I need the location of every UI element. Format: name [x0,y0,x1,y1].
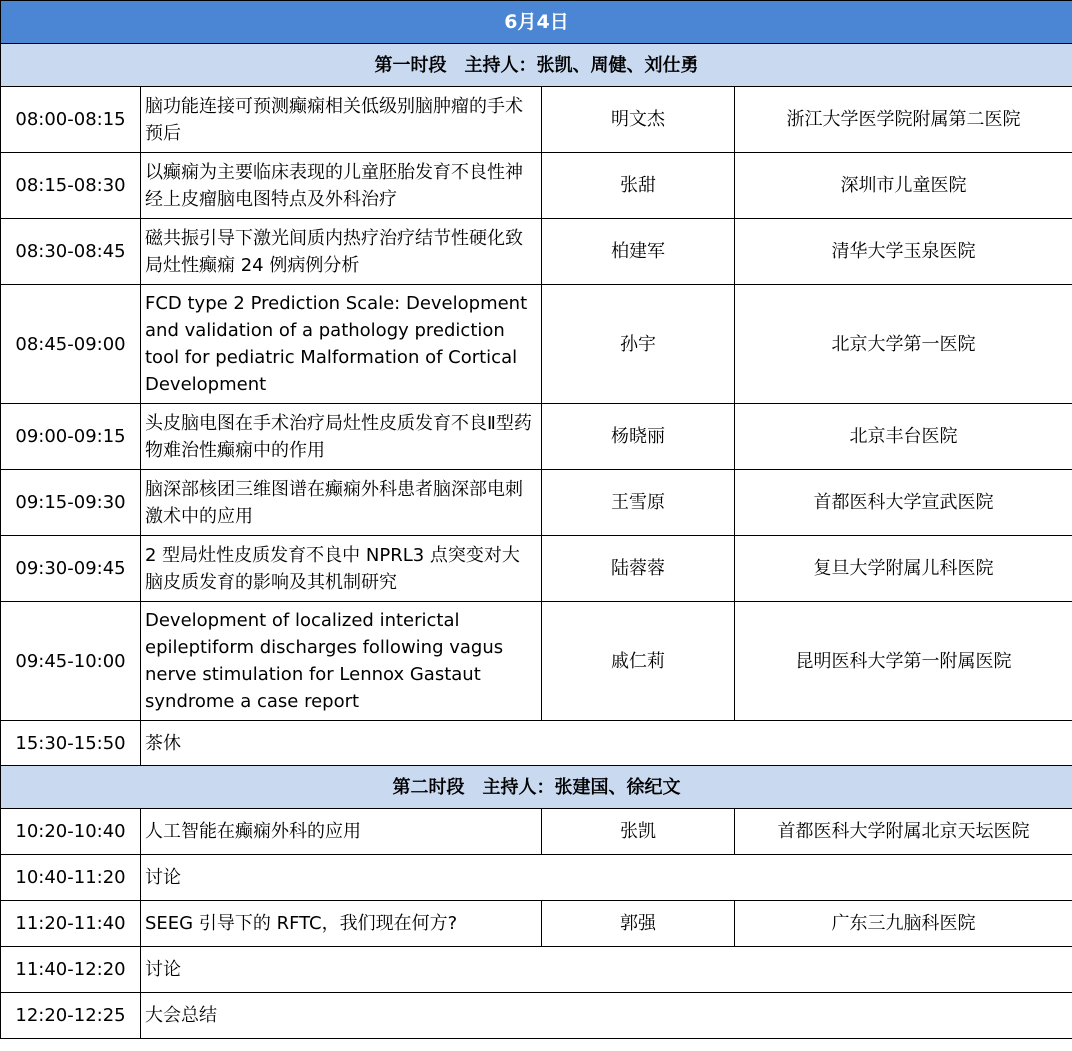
speaker-name: 柏建军 [542,219,735,285]
topic: 磁共振引导下激光间质内热疗治疗结节性硬化致局灶性癫痫 24 例病例分析 [141,219,542,285]
topic: 以癫痫为主要临床表现的儿童胚胎发育不良性神经上皮瘤脑电图特点及外科治疗 [141,153,542,219]
time-slot: 11:40-12:20 [1,947,141,993]
topic: 讨论 [141,947,1072,993]
topic: Development of localized interictal epileptiform discharges following vagus nerve stimulation for Lennox Gastaut syndrome a case report [141,602,542,721]
topic: 人工智能在癫痫外科的应用 [141,809,542,855]
time-slot: 10:40-11:20 [1,855,141,901]
date-title: 6月4日 [1,1,1072,44]
topic: 脑深部核团三维图谱在癫痫外科患者脑深部电刺激术中的应用 [141,470,542,536]
time-slot: 09:00-09:15 [1,404,141,470]
schedule-row [1,721,1072,766]
schedule-row [1,855,1072,901]
topic: SEEG 引导下的 RFTC，我们现在何方? [141,901,542,947]
schedule-row [1,470,1072,536]
topic: 讨论 [141,855,1072,901]
speaker-name: 王雪原 [542,470,735,536]
hospital-name: 复旦大学附属儿科医院 [735,536,1072,602]
topic: 茶休 [141,721,1072,766]
topic: 2 型局灶性皮质发育不良中 NPRL3 点突变对大脑皮质发育的影响及其机制研究 [141,536,542,602]
session-title: 第一时段 主持人：张凯、周健、刘仕勇 [1,44,1072,87]
session-header-row [1,766,1072,809]
hospital-name: 北京大学第一医院 [735,285,1072,404]
time-slot: 10:20-10:40 [1,809,141,855]
hospital-name: 浙江大学医学院附属第二医院 [735,87,1072,153]
hospital-name: 北京丰台医院 [735,404,1072,470]
schedule-body [1,1,1072,1039]
topic: FCD type 2 Prediction Scale: Development and validation of a pathology prediction tool for pediatric Malformation of Cortical Development [141,285,542,404]
time-slot: 09:15-09:30 [1,470,141,536]
time-slot: 11:20-11:40 [1,901,141,947]
hospital-name: 广东三九脑科医院 [735,901,1072,947]
schedule-row [1,404,1072,470]
schedule-row [1,993,1072,1039]
topic: 大会总结 [141,993,1072,1039]
session-header-row [1,44,1072,87]
speaker-name: 陆蓉蓉 [542,536,735,602]
speaker-name: 明文杰 [542,87,735,153]
topic: 脑功能连接可预测癫痫相关低级别脑肿瘤的手术预后 [141,87,542,153]
hospital-name: 昆明医科大学第一附属医院 [735,602,1072,721]
schedule-row [1,87,1072,153]
time-slot: 08:00-08:15 [1,87,141,153]
schedule-row [1,901,1072,947]
speaker-name: 郭强 [542,901,735,947]
schedule-row [1,153,1072,219]
schedule-row [1,602,1072,721]
time-slot: 08:15-08:30 [1,153,141,219]
speaker-name: 戚仁莉 [542,602,735,721]
hospital-name: 深圳市儿童医院 [735,153,1072,219]
schedule-row [1,219,1072,285]
hospital-name: 清华大学玉泉医院 [735,219,1072,285]
time-slot: 15:30-15:50 [1,721,141,766]
hospital-name: 首都医科大学宣武医院 [735,470,1072,536]
schedule-row [1,536,1072,602]
date-header-row [1,1,1072,44]
speaker-name: 张甜 [542,153,735,219]
hospital-name: 首都医科大学附属北京天坛医院 [735,809,1072,855]
time-slot: 08:30-08:45 [1,219,141,285]
time-slot: 09:45-10:00 [1,602,141,721]
speaker-name: 杨晓丽 [542,404,735,470]
schedule-row [1,285,1072,404]
topic: 头皮脑电图在手术治疗局灶性皮质发育不良Ⅱ型药物难治性癫痫中的作用 [141,404,542,470]
time-slot: 12:20-12:25 [1,993,141,1039]
schedule-row [1,809,1072,855]
speaker-name: 张凯 [542,809,735,855]
session-title: 第二时段 主持人：张建国、徐纪文 [1,766,1072,809]
time-slot: 08:45-09:00 [1,285,141,404]
speaker-name: 孙宇 [542,285,735,404]
time-slot: 09:30-09:45 [1,536,141,602]
schedule-row [1,947,1072,993]
